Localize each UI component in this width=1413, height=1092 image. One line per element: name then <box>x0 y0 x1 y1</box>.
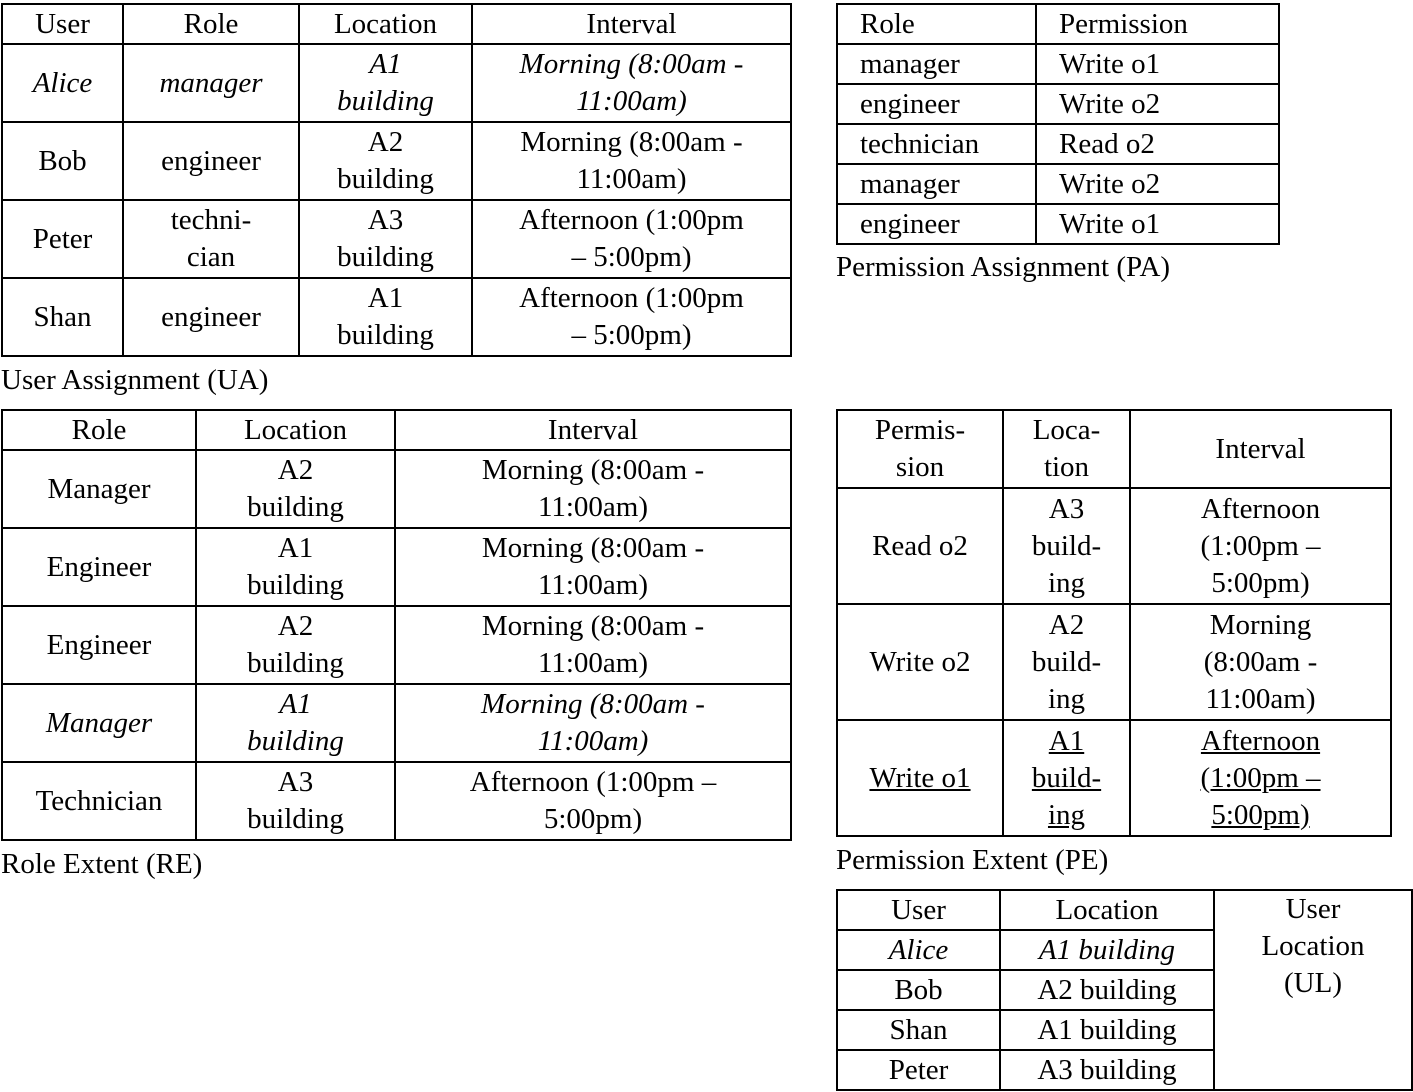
column-header-location: Location <box>1000 890 1214 930</box>
interval-line: 11:00am) <box>1205 682 1316 715</box>
cell-interval <box>472 200 791 278</box>
location-line: build- <box>1031 529 1102 562</box>
header-line: tion <box>1043 451 1090 483</box>
permission-assignment-table <box>836 3 1280 245</box>
cell-user: Bob <box>837 970 1000 1010</box>
interval-line: Afternoon <box>1200 492 1321 525</box>
location-line: building <box>337 319 434 351</box>
table-header-row <box>2 4 791 44</box>
cell-interval <box>1130 488 1391 604</box>
role-line: cian <box>186 241 236 273</box>
interval-line: Morning <box>1209 608 1312 641</box>
cell-interval <box>1130 604 1391 720</box>
interval-line: Morning (8:00am - <box>481 454 705 486</box>
cell-interval <box>395 684 791 762</box>
table-row <box>837 124 1279 164</box>
caption-line: User <box>1285 893 1341 925</box>
permission-extent-table <box>836 409 1392 837</box>
cell-location <box>299 278 472 356</box>
interval-line: Afternoon (1:00pm – <box>469 766 717 798</box>
column-header-location: Location <box>196 410 395 450</box>
cell-permission: Write o2 <box>1036 164 1279 204</box>
table-row <box>2 528 791 606</box>
cell-location <box>1003 488 1130 604</box>
caption-line: (UL) <box>1284 967 1342 999</box>
table-header-row <box>837 410 1391 488</box>
table-header-row <box>2 410 791 450</box>
role-line: techni- <box>170 204 252 236</box>
cell-role: Technician <box>2 762 196 840</box>
interval-line: Afternoon (1:00pm <box>519 204 744 236</box>
caption-line: Location <box>1261 930 1365 962</box>
table-header-row <box>837 890 1412 930</box>
table-row <box>837 604 1391 720</box>
table-row <box>837 204 1279 244</box>
location-line: building <box>247 803 344 835</box>
user-location-caption <box>1214 890 1412 1090</box>
location-line: A2 <box>367 126 404 158</box>
location-line: building <box>247 647 344 679</box>
location-line: building <box>247 569 344 601</box>
cell-location <box>1003 720 1130 836</box>
cell-location <box>196 528 395 606</box>
cell-role <box>123 200 299 278</box>
column-header-interval: Interval <box>472 4 791 44</box>
location-line: A1 <box>369 48 402 80</box>
cell-interval <box>395 450 791 528</box>
interval-line: 11:00am) <box>537 725 649 757</box>
cell-location <box>1003 604 1130 720</box>
cell-permission: Write o2 <box>837 604 1003 720</box>
interval-line: Morning (8:00am - <box>481 610 705 642</box>
table-row <box>837 84 1279 124</box>
cell-role: manager <box>837 164 1036 204</box>
role-extent-table <box>1 409 792 841</box>
table-row <box>2 200 791 278</box>
location-line: ing <box>1047 566 1086 599</box>
cell-location <box>196 450 395 528</box>
interval-line: – 5:00pm) <box>571 319 692 351</box>
column-header-role: Role <box>837 4 1036 44</box>
interval-line: (1:00pm – <box>1200 761 1321 794</box>
interval-line: 5:00pm) <box>1211 798 1310 831</box>
location-line: A1 <box>367 282 404 314</box>
cell-interval <box>472 122 791 200</box>
interval-line: 11:00am) <box>537 647 649 679</box>
cell-permission: Write o2 <box>1036 84 1279 124</box>
cell-location <box>299 200 472 278</box>
interval-line: Afternoon <box>1200 724 1321 757</box>
cell-interval <box>395 762 791 840</box>
cell-role: technician <box>837 124 1036 164</box>
location-line: A2 <box>1048 608 1085 641</box>
table-row <box>2 606 791 684</box>
cell-permission: Read o2 <box>1036 124 1279 164</box>
cell-role: Engineer <box>2 606 196 684</box>
permission-assignment-caption: Permission Assignment (PA) <box>836 251 1171 283</box>
interval-line: Morning (8:00am - <box>481 532 705 564</box>
location-line: A3 <box>277 766 314 798</box>
location-line: A2 <box>277 610 314 642</box>
cell-interval <box>395 606 791 684</box>
interval-line: Morning (8:00am - <box>519 48 744 80</box>
cell-role: Engineer <box>2 528 196 606</box>
interval-line: Morning (8:00am - <box>481 688 705 720</box>
cell-role: engineer <box>837 84 1036 124</box>
location-line: building <box>247 491 344 523</box>
cell-location: A2 building <box>1000 970 1214 1010</box>
table-row <box>2 44 791 122</box>
cell-user: Alice <box>2 44 123 122</box>
column-header-role: Role <box>2 410 196 450</box>
user-assignment-table <box>1 3 792 357</box>
interval-line: (1:00pm – <box>1200 529 1321 562</box>
permission-text: Write o1 <box>869 761 971 794</box>
table-row <box>837 44 1279 84</box>
interval-line: 11:00am) <box>576 85 687 117</box>
table-row <box>837 720 1391 836</box>
column-header-permission: Permission <box>1036 4 1279 44</box>
column-header-interval: Interval <box>1130 410 1391 488</box>
interval-line: 11:00am) <box>537 569 649 601</box>
location-line: A1 <box>277 532 314 564</box>
cell-location: A3 building <box>1000 1050 1214 1090</box>
interval-line: Morning (8:00am - <box>520 126 743 158</box>
location-line: A3 <box>1048 492 1085 525</box>
interval-line: 5:00pm) <box>543 803 643 835</box>
location-line: A1 <box>279 688 312 720</box>
interval-line: Afternoon (1:00pm <box>519 282 744 314</box>
cell-location <box>196 684 395 762</box>
location-line: ing <box>1047 798 1086 831</box>
table-row <box>2 278 791 356</box>
column-header-permission <box>837 410 1003 488</box>
location-line: build- <box>1031 645 1102 678</box>
user-location-table <box>836 889 1413 1091</box>
interval-line: 5:00pm) <box>1211 566 1310 599</box>
table-row <box>2 762 791 840</box>
interval-line: (8:00am - <box>1203 645 1318 678</box>
cell-user: Peter <box>2 200 123 278</box>
location-line: building <box>337 85 434 117</box>
cell-permission: Read o2 <box>837 488 1003 604</box>
table-row <box>2 450 791 528</box>
cell-user: Alice <box>837 930 1000 970</box>
permission-extent-caption: Permission Extent (PE) <box>836 844 1109 876</box>
location-line: building <box>247 725 344 757</box>
cell-location <box>299 44 472 122</box>
table-row <box>837 488 1391 604</box>
column-header-user: User <box>2 4 123 44</box>
interval-line: 11:00am) <box>537 491 649 523</box>
location-line: A3 <box>367 204 404 236</box>
cell-interval <box>472 278 791 356</box>
header-line: Loca- <box>1032 414 1101 446</box>
interval-line: 11:00am) <box>576 163 687 195</box>
cell-role: engineer <box>123 122 299 200</box>
cell-role: engineer <box>123 278 299 356</box>
user-assignment-caption: User Assignment (UA) <box>1 364 269 396</box>
cell-permission <box>837 720 1003 836</box>
cell-role: Manager <box>2 450 196 528</box>
cell-permission: Write o1 <box>1036 204 1279 244</box>
column-header-interval: Interval <box>395 410 791 450</box>
table-row <box>2 684 791 762</box>
location-line: build- <box>1031 761 1102 794</box>
location-line: building <box>337 163 434 195</box>
location-line: ing <box>1047 682 1086 715</box>
cell-permission: Write o1 <box>1036 44 1279 84</box>
column-header-location <box>1003 410 1130 488</box>
cell-location <box>196 606 395 684</box>
cell-interval <box>395 528 791 606</box>
header-line: Permis- <box>874 414 966 446</box>
interval-line: – 5:00pm) <box>571 241 692 273</box>
cell-location: A1 building <box>1000 930 1214 970</box>
column-header-location: Location <box>299 4 472 44</box>
table-row <box>837 164 1279 204</box>
cell-user: Bob <box>2 122 123 200</box>
table-row <box>2 122 791 200</box>
cell-role: manager <box>123 44 299 122</box>
cell-user: Shan <box>837 1010 1000 1050</box>
location-line: A2 <box>277 454 314 486</box>
header-line: sion <box>895 451 945 483</box>
cell-role: manager <box>837 44 1036 84</box>
column-header-role: Role <box>123 4 299 44</box>
cell-user: Peter <box>837 1050 1000 1090</box>
cell-interval <box>472 44 791 122</box>
cell-user: Shan <box>2 278 123 356</box>
cell-role: engineer <box>837 204 1036 244</box>
location-line: building <box>337 241 434 273</box>
cell-location: A1 building <box>1000 1010 1214 1050</box>
cell-role: Manager <box>2 684 196 762</box>
cell-location <box>196 762 395 840</box>
role-extent-caption: Role Extent (RE) <box>1 848 203 880</box>
cell-location <box>299 122 472 200</box>
column-header-user: User <box>837 890 1000 930</box>
table-header-row <box>837 4 1279 44</box>
location-line: A1 <box>1048 724 1085 757</box>
cell-interval <box>1130 720 1391 836</box>
